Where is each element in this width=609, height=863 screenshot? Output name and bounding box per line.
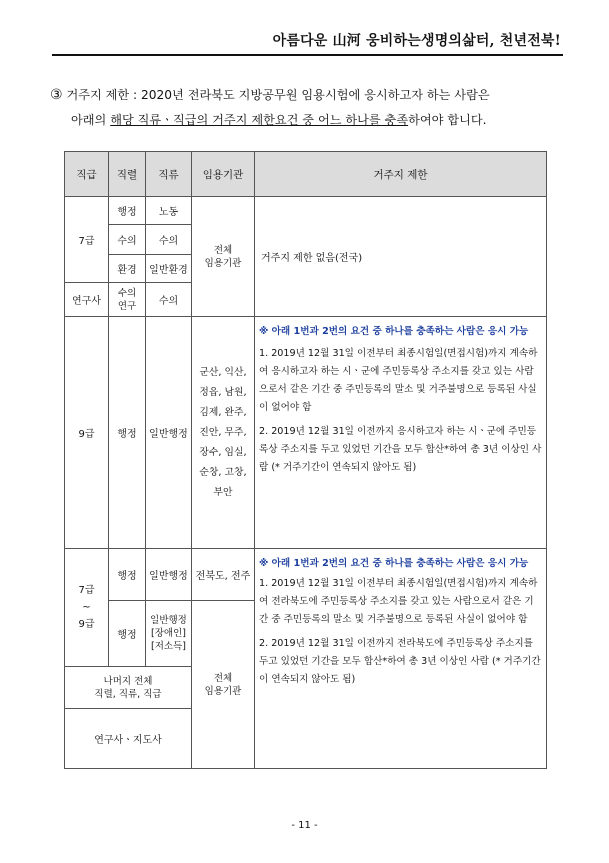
section-line2-b: 하여야 합니다. (408, 113, 487, 127)
cell-series: 행정 (109, 549, 146, 601)
condition-item-2: 2. 2019년 12월 31일 이전까지 응시하고자 하는 시ㆍ군에 주민등록상 주소지를 두고 있었던 기간을 모두 합산*하여 총 3년 이상인 사람 (* 거주기간이 연속되지 않아도 됨) (259, 426, 542, 473)
cell-series: 수의 연구 (109, 283, 146, 317)
cell-series: 수의 (109, 225, 146, 255)
cell-restriction-sigun (255, 317, 547, 549)
condition-note: ※ 아래 1번과 2번의 요건 중 하나를 충족하는 사람은 응시 가능 (259, 558, 529, 569)
cell-kind: 일반행정 (146, 317, 192, 549)
condition-note: ※ 아래 1번과 2번의 요건 중 하나를 충족하는 사람은 응시 가능 (259, 326, 529, 337)
cell-kind: 노동 (146, 197, 192, 225)
section-line2-underlined: 해당 직류ㆍ직급의 거주지 제한요건 중 어느 하나를 충족 (110, 113, 409, 127)
header-grade: 직급 (65, 152, 109, 197)
cell-grade: 9급 (65, 317, 109, 549)
cell-agency: 전북도, 전주 (192, 549, 255, 601)
table-header-row (65, 152, 547, 197)
section-line-1 (50, 83, 562, 108)
cell-agency: 군산, 익산, 정읍, 남원, 김제, 완주, 진안, 무주, 장수, 임실, 순창, 고창, 부안 (192, 317, 255, 549)
cell-kind: 수의 (146, 283, 192, 317)
cell-series: 행정 (109, 601, 146, 667)
section-marker: ③ (50, 87, 63, 103)
cell-series: 행정 (109, 317, 146, 549)
header-restriction: 거주지 제한 (255, 152, 547, 197)
table-row (65, 317, 547, 549)
cell-remaining: 나머지 전체 직렬, 직류, 직급 (65, 667, 192, 709)
cell-grade: 7급 ~ 9급 (65, 549, 109, 667)
condition-item-1: 1. 2019년 12월 31일 이전부터 최종시험일(면접시험)까지 계속하여 전라북도에 주민등록상 주소지를 갖고 있는 사람으로서 같은 기간 중 주민등록의 말소 및 거주불명으로 등록된 사실이 없어야 함 (259, 578, 538, 625)
cell-restriction-province (255, 549, 547, 769)
section-line1-text: : 2020년 전라북도 지방공무원 임용시험에 응시하고자 하는 사람은 (129, 88, 490, 102)
table-row (65, 197, 547, 225)
cell-grade: 연구사 (65, 283, 109, 317)
section-title: 거주지 제한 (66, 88, 130, 102)
residence-table (64, 151, 547, 769)
header-slogan: 아름다운 山河 웅비하는생명의삶터, 천년전북! (272, 33, 561, 49)
cell-agency: 전체 임용기관 (192, 197, 255, 317)
cell-restriction: 거주지 제한 없음(전국) (255, 197, 547, 317)
header-agency: 임용기관 (192, 152, 255, 197)
header-rule (52, 54, 563, 56)
cell-kind: 수의 (146, 225, 192, 255)
cell-agency: 전체 임용기관 (192, 601, 255, 769)
cell-series: 행정 (109, 197, 146, 225)
condition-item-1: 1. 2019년 12월 31일 이전부터 최종시험일(면접시험)까지 계속하여 응시하고자 하는 시ㆍ군에 주민등록상 주소지를 갖고 있는 사람으로서 같은 기간 중 주민등록의 말소 및 거주불명으로 등록된 사실이 없어야 함 (259, 348, 538, 413)
header-kind: 직류 (146, 152, 192, 197)
cell-kind: 일반행정 [장애인] [저소득] (146, 601, 192, 667)
page-header (0, 0, 609, 58)
section-line-2 (50, 108, 562, 133)
cell-kind: 일반환경 (146, 255, 192, 283)
cell-researcher: 연구사ㆍ지도사 (65, 709, 192, 769)
cell-grade: 7급 (65, 197, 109, 283)
section-line2-a: 아래의 (71, 113, 111, 127)
cell-series: 환경 (109, 255, 146, 283)
page-number: - 11 - (291, 820, 318, 831)
cell-kind: 일반행정 (146, 549, 192, 601)
condition-item-2: 2. 2019년 12월 31일 이전까지 전라북도에 주민등록상 주소지를 두고 있었던 기간을 모두 합산*하여 총 3년 이상인 사람 (* 거주기간이 연속되지 않아도 됨) (259, 638, 541, 685)
section-residence-restriction (50, 83, 562, 133)
header-series: 직렬 (109, 152, 146, 197)
table-row (65, 549, 547, 601)
